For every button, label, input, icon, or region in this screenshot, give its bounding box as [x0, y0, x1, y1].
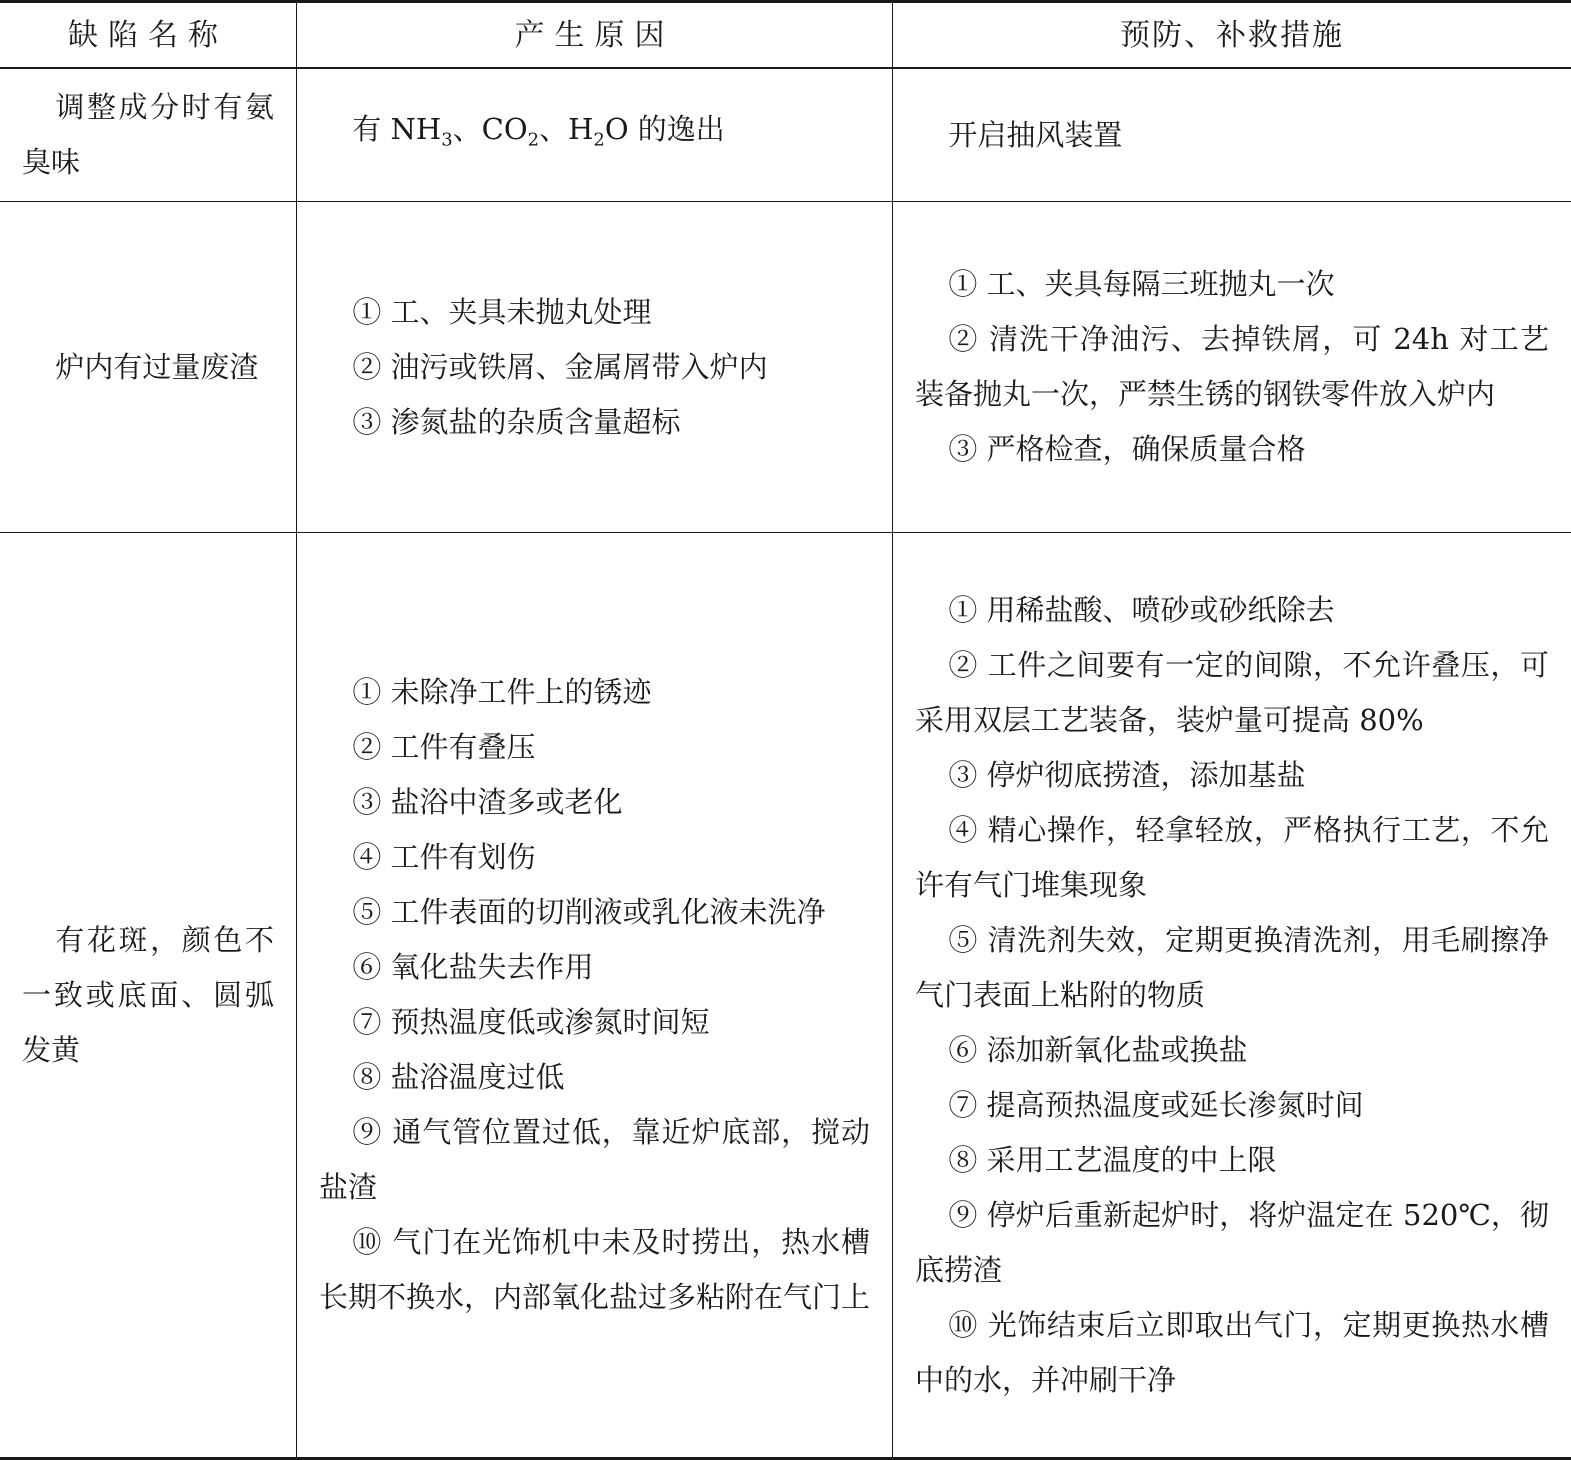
table-row [0, 533, 1571, 1457]
cause-cell [297, 202, 893, 532]
measure-item: ⑨ 停炉后重新起炉时，将炉温定在 520℃，彻底捞渣 [915, 1197, 1549, 1287]
header-cause: 产生原因 [297, 3, 893, 67]
cause-sep-co: 、CO [452, 112, 528, 147]
cause-cell [297, 69, 893, 201]
measure-item: ⑤ 清洗剂失效，定期更换清洗剂，用毛刷擦净气门表面上粘附的物质 [915, 922, 1549, 1012]
measure-item: ① 用稀盐酸、喷砂或砂纸除去 [948, 592, 1335, 627]
measure-item: ④ 精心操作，轻拿轻放，严格执行工艺，不允许有气门堆集现象 [915, 812, 1549, 902]
header-defect-name: 缺陷名称 [0, 3, 297, 67]
cause-text [319, 102, 870, 167]
measure-item: ⑦ 提高预热温度或延长渗氮时间 [948, 1087, 1364, 1122]
cause-cell [297, 533, 893, 1457]
defect-name: 调整成分时有氨臭味 [22, 90, 274, 179]
cause-item: ① 工、夹具未抛丸处理 [352, 294, 652, 329]
measures-cell [893, 202, 1571, 532]
measure-item: ⑩ 光饰结束后立即取出气门，定期更换热水槽中的水，并冲刷干净 [915, 1307, 1549, 1397]
table-header [0, 3, 1571, 69]
cause-item: ② 油污或铁屑、金属屑带入炉内 [352, 349, 768, 384]
h2o-subscript: 2 [593, 129, 605, 151]
defect-name-cell [0, 533, 297, 1457]
defect-name: 炉内有过量废渣 [55, 349, 259, 384]
measures-cell [893, 533, 1571, 1457]
table-row [0, 202, 1571, 533]
cause-prefix: 有 NH [352, 112, 442, 147]
cause-item: ④ 工件有划伤 [352, 840, 536, 874]
co2-subscript: 2 [527, 129, 540, 151]
measure-item: ⑧ 采用工艺温度的中上限 [948, 1142, 1277, 1177]
cause-item: ③ 盐浴中渣多或老化 [352, 785, 623, 819]
cause-item: ② 工件有叠压 [352, 730, 536, 764]
measure-item: ① 工、夹具每隔三班抛丸一次 [948, 267, 1335, 301]
table-row [0, 69, 1571, 202]
cause-item: ⑦ 预热温度低或渗氮时间短 [352, 1005, 710, 1039]
cause-item: ⑧ 盐浴温度过低 [352, 1060, 565, 1094]
cause-sep-h: 、H [539, 112, 594, 147]
cause-suffix: O 的逸出 [604, 112, 725, 147]
measures-cell [893, 69, 1571, 201]
measure-item: ③ 严格检查，确保质量合格 [948, 432, 1306, 466]
measure-item: ③ 停炉彻底捞渣，添加基盐 [948, 757, 1306, 792]
defect-name: 有花斑，颜色不一致或底面、圆弧发黄 [22, 922, 274, 1067]
measure-item: 开启抽风装置 [948, 117, 1123, 152]
measure-item: ② 清洗干净油污、去掉铁屑，可 24h 对工艺装备抛丸一次，严禁生锈的钢铁零件放入炉内 [915, 322, 1549, 411]
cause-item: ⑤ 工件表面的切削液或乳化液未洗净 [352, 895, 826, 929]
defect-name-cell [0, 202, 297, 532]
cause-item: ⑩ 气门在光饰机中未及时捞出，热水槽长期不换水，内部氧化盐过多粘附在气门上 [319, 1225, 871, 1314]
cause-item: ① 未除净工件上的锈迹 [352, 675, 652, 709]
header-measures: 预防、补救措施 [1120, 17, 1344, 53]
measure-item: ② 工件之间要有一定的间隙，不允许叠压，可采用双层工艺装备，装炉量可提高 80% [915, 647, 1549, 737]
cause-item: ⑥ 氧化盐失去作用 [352, 950, 594, 984]
nh3-subscript: 3 [441, 129, 453, 151]
measure-item: ⑥ 添加新氧化盐或换盐 [948, 1032, 1248, 1067]
cause-item: ③ 渗氮盐的杂质含量超标 [352, 404, 681, 439]
cause-item: ⑨ 通气管位置过低，靠近炉底部，搅动盐渣 [319, 1115, 870, 1204]
defect-name-cell [0, 69, 297, 201]
